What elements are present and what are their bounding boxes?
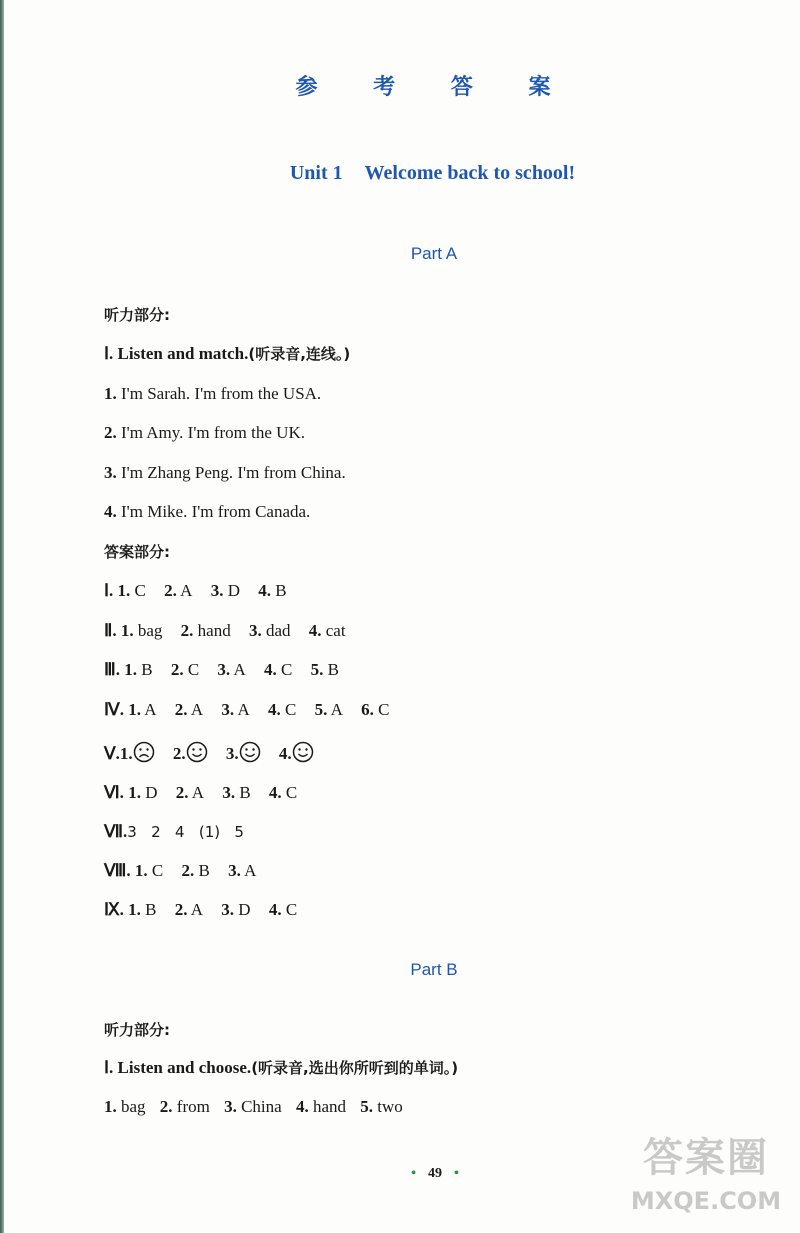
script-line: 1. I'm Sarah. I'm from the USA. xyxy=(104,384,322,403)
instruction-en: Listen and match. xyxy=(117,344,249,363)
part-a-listening-heading: 听力部分: xyxy=(104,306,170,324)
script-line: 2. I'm Amy. I'm from the UK. xyxy=(104,423,305,442)
smiley-face-icon xyxy=(239,741,261,763)
instruction-cn: (听录音,选出你所听到的单词。) xyxy=(251,1059,459,1077)
instruction-cn: (听录音,连线。) xyxy=(248,345,351,363)
answer-row: Ⅱ. 1. bag 2. hand 3. dad 4. cat xyxy=(104,621,346,640)
smiley-face-icon xyxy=(292,741,314,763)
page-number: • 49 • xyxy=(411,1166,459,1181)
answer-row: Ⅲ. 1. B 2. C 3. A 4. C 5. B xyxy=(104,660,339,679)
page-title: 参 考 答 案 xyxy=(295,75,575,100)
part-a-title: Part A xyxy=(410,244,458,263)
instruction-en: Listen and choose. xyxy=(117,1058,252,1077)
answer-row: Ⅰ. 1. C 2. A 3. D 4. B xyxy=(104,581,287,600)
part-b-listening-heading: 听力部分: xyxy=(104,1021,170,1039)
answer-heading: 答案部分: xyxy=(104,543,170,561)
part-b-question-1-heading xyxy=(104,1057,458,1079)
answer-row: Ⅶ.3 2 4 (1) 5 xyxy=(104,822,244,841)
watermark-logo: 答案圈 MXQE.COM xyxy=(630,1135,782,1215)
unit-name: Welcome back to school! xyxy=(364,162,576,184)
unit-title xyxy=(0,162,800,185)
roman-numeral: Ⅰ. xyxy=(104,344,114,363)
unit-label: Unit 1 xyxy=(289,162,343,184)
roman-numeral: Ⅰ. xyxy=(104,1058,114,1077)
answer-row: Ⅳ. 1. A 2. A 3. A 4. C 5. A 6. C xyxy=(104,700,390,719)
sad-face-icon xyxy=(133,741,155,763)
script-line: 4. I'm Mike. I'm from Canada. xyxy=(104,502,311,521)
word-list: 1. bag 2. from 3. China 4. hand 5. two xyxy=(104,1097,403,1116)
answer-row: Ⅸ. 1. B 2. A 3. D 4. C xyxy=(104,900,298,919)
script-line: 3. I'm Zhang Peng. I'm from China. xyxy=(104,463,346,482)
part-b-title: Part B xyxy=(410,960,458,979)
smiley-face-icon xyxy=(186,741,208,763)
answer-row-faces: Ⅴ.1. 2. 3. 4. xyxy=(104,741,328,765)
answer-row: Ⅷ. 1. C 2. B 3. A xyxy=(104,861,257,880)
part-a-question-1-heading xyxy=(104,343,350,365)
answer-row: Ⅵ. 1. D 2. A 3. B 4. C xyxy=(104,783,298,802)
